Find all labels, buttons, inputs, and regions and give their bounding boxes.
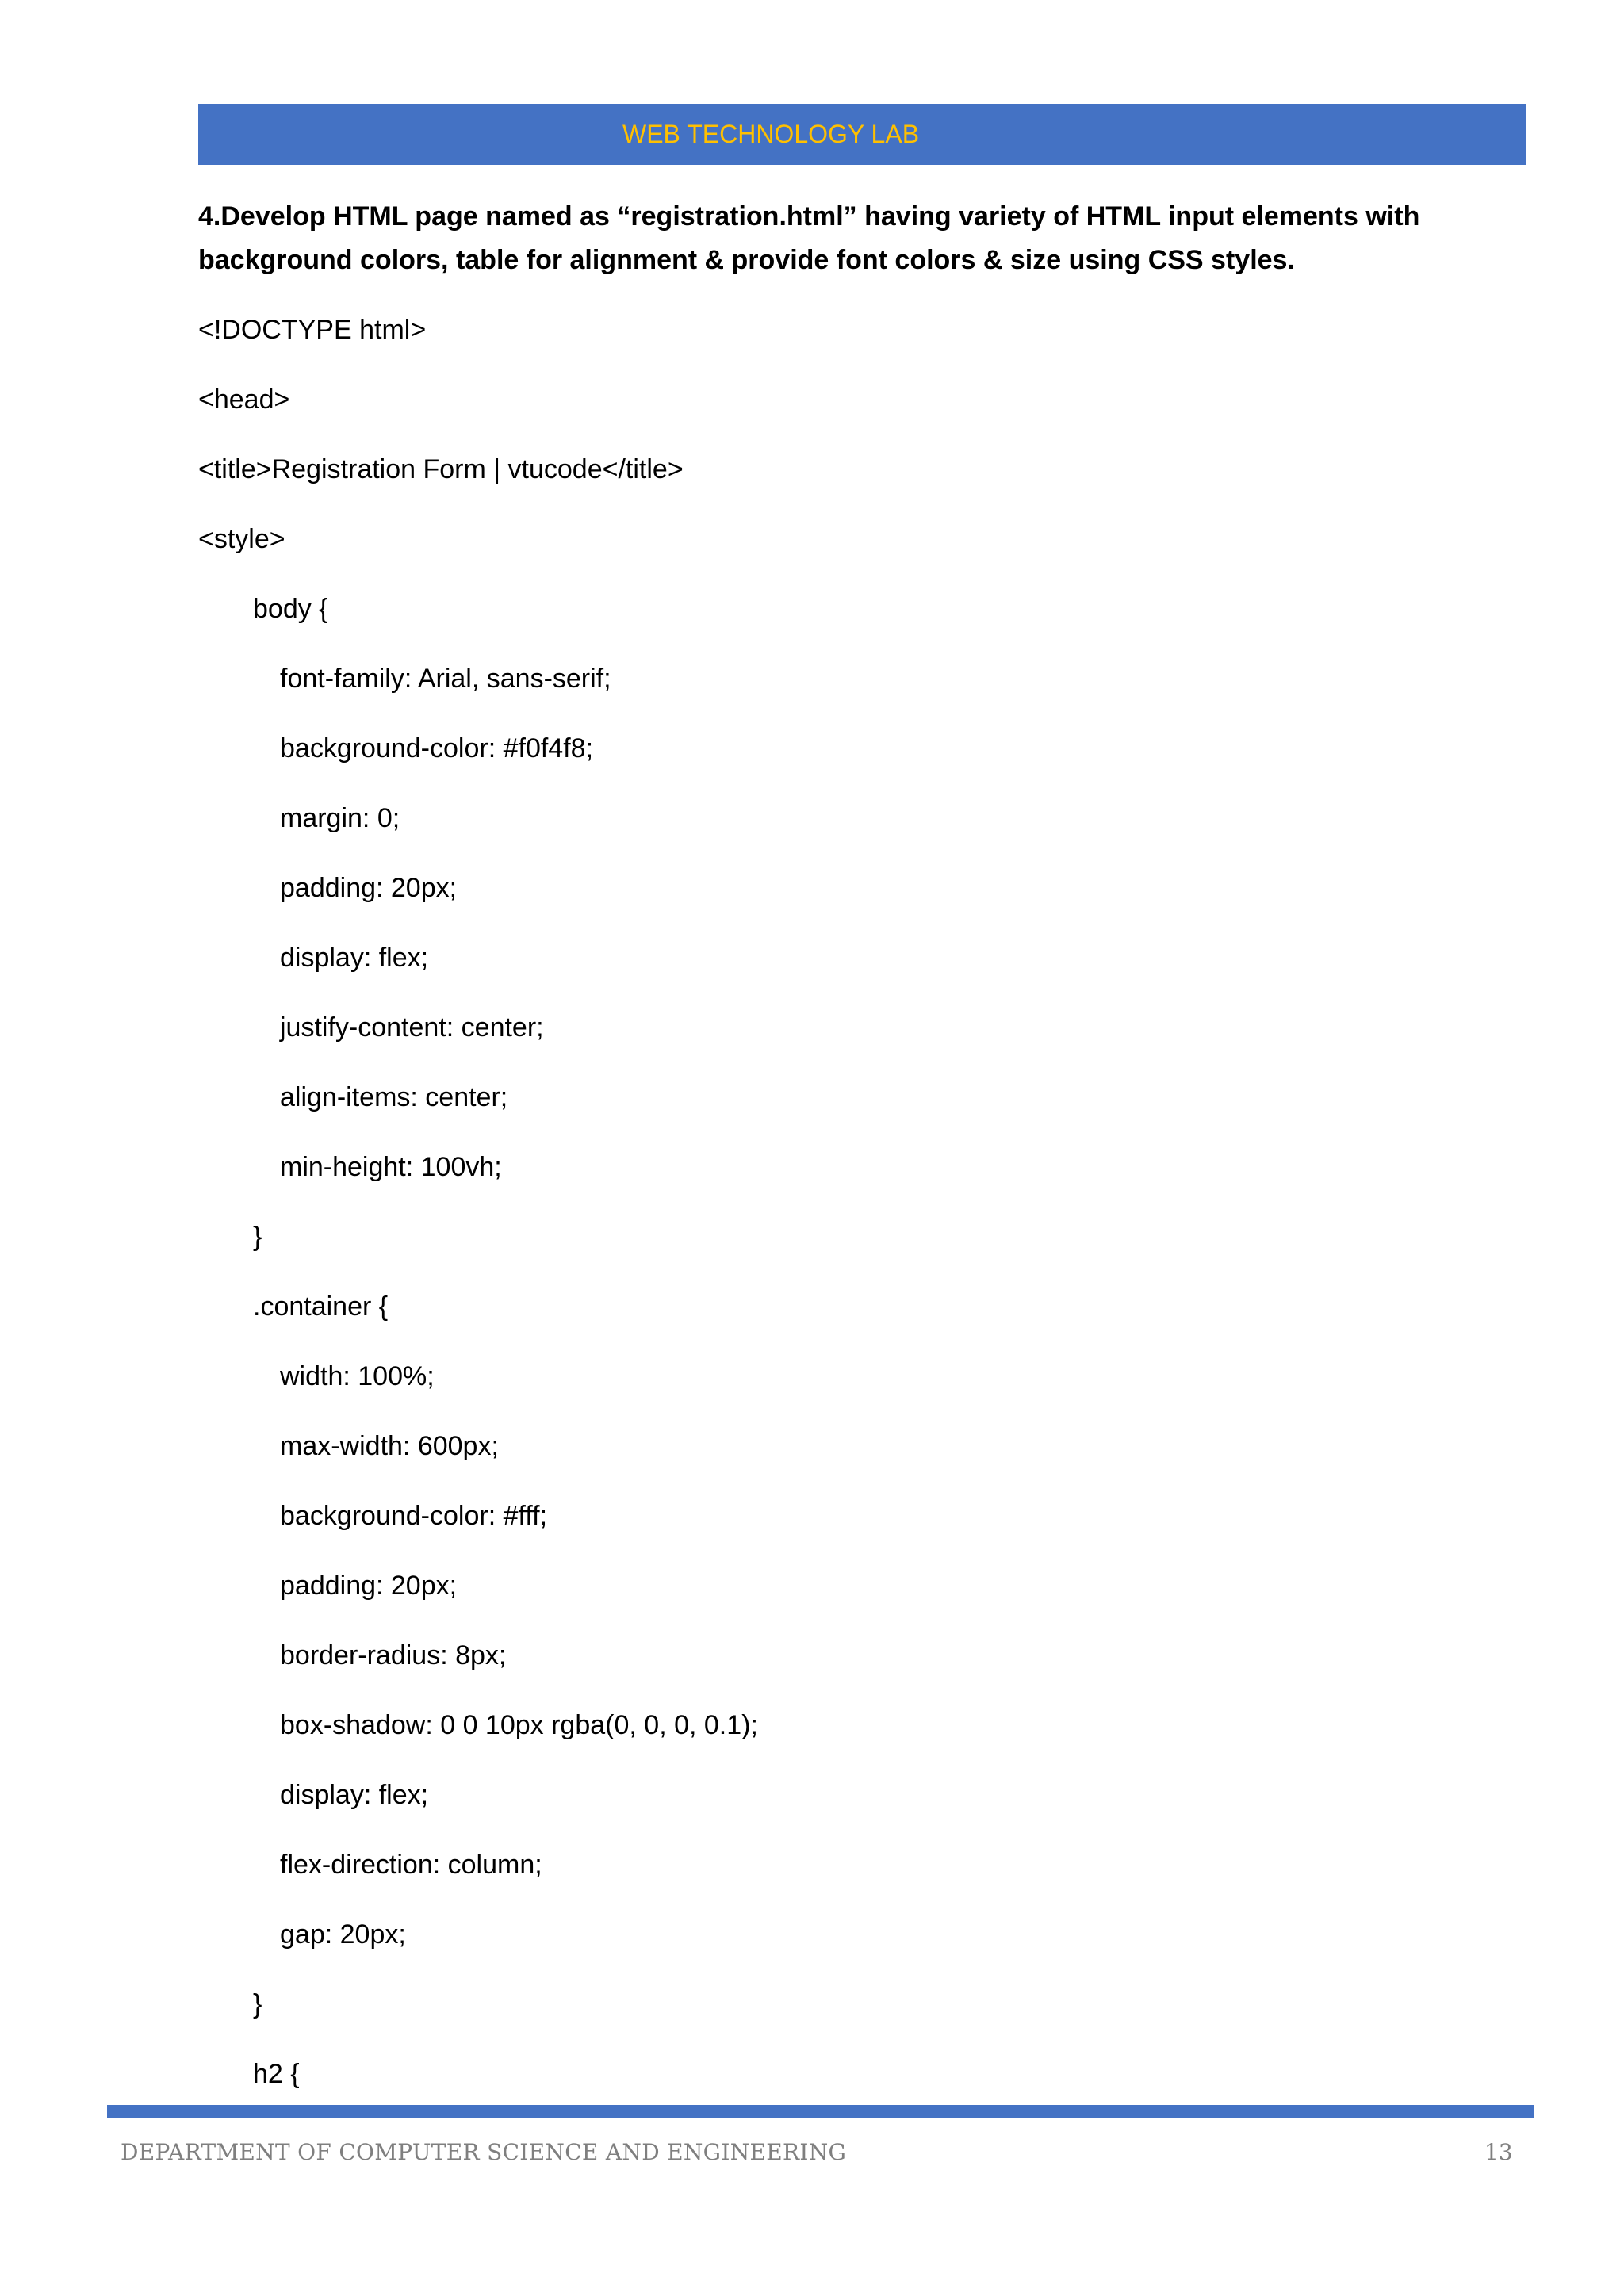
- code-line: h2 {: [253, 2059, 300, 2089]
- code-line: background-color: #fff;: [280, 1501, 548, 1531]
- code-line: border-radius: 8px;: [280, 1640, 507, 1670]
- code-line: font-family: Arial, sans-serif;: [280, 664, 611, 694]
- code-line: box-shadow: 0 0 10px rgba(0, 0, 0, 0.1);: [280, 1710, 758, 1740]
- code-line: max-width: 600px;: [280, 1431, 499, 1461]
- code-line: flex-direction: column;: [280, 1850, 542, 1880]
- code-line: .container {: [253, 1292, 389, 1322]
- code-line: <title>Registration Form | vtucode</title>: [198, 454, 684, 484]
- code-line: width: 100%;: [280, 1361, 435, 1391]
- code-line: display: flex;: [280, 1780, 429, 1810]
- header-title: WEB TECHNOLOGY LAB: [622, 120, 920, 148]
- header-band: [198, 104, 1526, 165]
- code-line: display: flex;: [280, 943, 429, 973]
- code-line: gap: 20px;: [280, 1919, 406, 1950]
- code-line: margin: 0;: [280, 803, 400, 833]
- code-line: min-height: 100vh;: [280, 1152, 502, 1182]
- code-line: <head>: [198, 385, 290, 415]
- footer-department: DEPARTMENT OF COMPUTER SCIENCE AND ENGINEERING: [121, 2139, 847, 2165]
- code-line: padding: 20px;: [280, 1571, 458, 1601]
- code-line: }: [253, 1989, 262, 2019]
- footer-rule: [107, 2105, 1534, 2118]
- code-line: <!DOCTYPE html>: [198, 315, 427, 345]
- code-line: align-items: center;: [280, 1082, 508, 1112]
- page-number: 13: [1484, 2139, 1513, 2165]
- code-line: padding: 20px;: [280, 873, 458, 903]
- code-line: justify-content: center;: [280, 1012, 544, 1043]
- assignment-heading: 4.Develop HTML page named as “registration.html” having variety of HTML input elements with background colors, table for alignment & provide font colors & size using CSS styles.: [198, 201, 1420, 275]
- code-line: body {: [253, 594, 328, 624]
- code-line: }: [253, 1222, 262, 1252]
- code-line: <style>: [198, 524, 285, 554]
- code-line: background-color: #f0f4f8;: [280, 733, 594, 763]
